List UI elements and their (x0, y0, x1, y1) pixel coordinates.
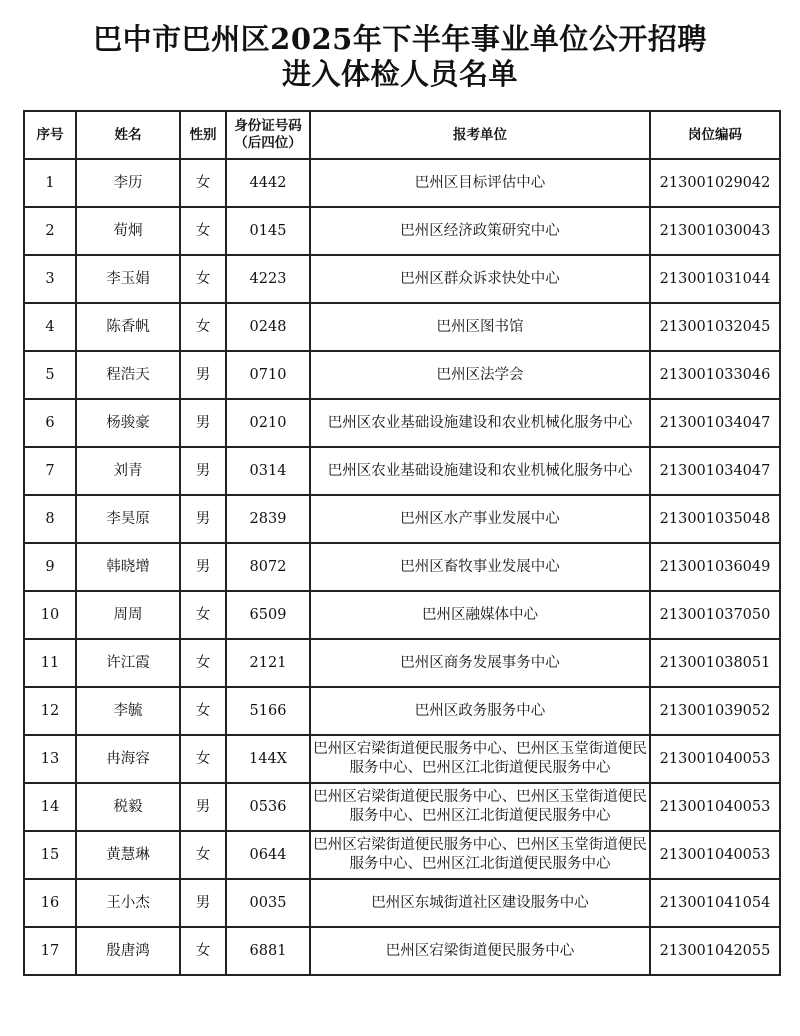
cell-position-code: 213001035048 (650, 495, 780, 543)
cell-unit: 巴州区宕梁街道便民服务中心 (310, 927, 650, 975)
cell-unit: 巴州区目标评估中心 (310, 159, 650, 207)
cell-gender: 女 (180, 927, 226, 975)
cell-gender: 女 (180, 255, 226, 303)
cell-unit: 巴州区宕梁街道便民服务中心、巴州区玉堂街道便民服务中心、巴州区江北街道便民服务中心 (310, 735, 650, 783)
cell-gender: 男 (180, 495, 226, 543)
cell-seq: 4 (24, 303, 76, 351)
cell-position-code: 213001030043 (650, 207, 780, 255)
cell-id-last4: 2121 (226, 639, 310, 687)
cell-unit: 巴州区商务发展事务中心 (310, 639, 650, 687)
table-row (24, 399, 780, 447)
table-row (24, 495, 780, 543)
roster-table (23, 110, 781, 976)
cell-position-code: 213001039052 (650, 687, 780, 735)
cell-name: 程浩天 (76, 351, 180, 399)
cell-position-code: 213001040053 (650, 783, 780, 831)
table-row (24, 351, 780, 399)
cell-unit: 巴州区图书馆 (310, 303, 650, 351)
cell-unit: 巴州区农业基础设施建设和农业机械化服务中心 (310, 399, 650, 447)
cell-position-code: 213001036049 (650, 543, 780, 591)
table-header-row (24, 111, 780, 159)
cell-seq: 2 (24, 207, 76, 255)
cell-gender: 女 (180, 831, 226, 879)
table-row (24, 543, 780, 591)
cell-gender: 男 (180, 543, 226, 591)
cell-seq: 17 (24, 927, 76, 975)
cell-id-last4: 8072 (226, 543, 310, 591)
cell-name: 荀炯 (76, 207, 180, 255)
header-code: 岗位编码 (650, 111, 780, 159)
table-row (24, 447, 780, 495)
cell-unit: 巴州区农业基础设施建设和农业机械化服务中心 (310, 447, 650, 495)
cell-position-code: 213001042055 (650, 927, 780, 975)
header-id-line2: （后四位） (234, 135, 302, 151)
table-row (24, 159, 780, 207)
cell-seq: 13 (24, 735, 76, 783)
cell-seq: 6 (24, 399, 76, 447)
document-title-line1: 巴中市巴州区2025年下半年事业单位公开招聘 (93, 22, 707, 56)
table-row (24, 255, 780, 303)
cell-unit: 巴州区群众诉求快处中心 (310, 255, 650, 303)
cell-id-last4: 6509 (226, 591, 310, 639)
table-row (24, 735, 780, 783)
header-name: 姓名 (76, 111, 180, 159)
cell-seq: 10 (24, 591, 76, 639)
cell-gender: 男 (180, 351, 226, 399)
table-row (24, 687, 780, 735)
cell-seq: 3 (24, 255, 76, 303)
cell-id-last4: 6881 (226, 927, 310, 975)
cell-seq: 11 (24, 639, 76, 687)
cell-position-code: 213001032045 (650, 303, 780, 351)
table-row (24, 207, 780, 255)
table-row (24, 783, 780, 831)
cell-gender: 男 (180, 879, 226, 927)
cell-gender: 女 (180, 591, 226, 639)
cell-seq: 14 (24, 783, 76, 831)
cell-position-code: 213001041054 (650, 879, 780, 927)
cell-seq: 8 (24, 495, 76, 543)
cell-unit: 巴州区法学会 (310, 351, 650, 399)
cell-id-last4: 2839 (226, 495, 310, 543)
header-seq: 序号 (24, 111, 76, 159)
table-row (24, 879, 780, 927)
cell-seq: 9 (24, 543, 76, 591)
cell-name: 陈香帆 (76, 303, 180, 351)
table-body (24, 159, 780, 975)
cell-gender: 男 (180, 447, 226, 495)
cell-gender: 女 (180, 639, 226, 687)
cell-unit: 巴州区水产事业发展中心 (310, 495, 650, 543)
cell-id-last4: 0644 (226, 831, 310, 879)
cell-id-last4: 4442 (226, 159, 310, 207)
cell-gender: 女 (180, 735, 226, 783)
cell-position-code: 213001034047 (650, 399, 780, 447)
cell-unit: 巴州区宕梁街道便民服务中心、巴州区玉堂街道便民服务中心、巴州区江北街道便民服务中心 (310, 783, 650, 831)
table-row (24, 591, 780, 639)
cell-name: 殷唐鸿 (76, 927, 180, 975)
cell-position-code: 213001029042 (650, 159, 780, 207)
cell-position-code: 213001038051 (650, 639, 780, 687)
cell-id-last4: 144X (226, 735, 310, 783)
cell-unit: 巴州区经济政策研究中心 (310, 207, 650, 255)
cell-name: 李历 (76, 159, 180, 207)
cell-seq: 12 (24, 687, 76, 735)
cell-name: 刘青 (76, 447, 180, 495)
cell-id-last4: 0710 (226, 351, 310, 399)
cell-name: 黄慧琳 (76, 831, 180, 879)
cell-gender: 男 (180, 399, 226, 447)
document-title-line2: 进入体检人员名单 (281, 57, 518, 91)
cell-unit: 巴州区政务服务中心 (310, 687, 650, 735)
cell-seq: 7 (24, 447, 76, 495)
cell-gender: 女 (180, 687, 226, 735)
cell-name: 杨骏豪 (76, 399, 180, 447)
cell-position-code: 213001040053 (650, 735, 780, 783)
cell-seq: 15 (24, 831, 76, 879)
cell-gender: 女 (180, 303, 226, 351)
cell-id-last4: 0314 (226, 447, 310, 495)
cell-id-last4: 5166 (226, 687, 310, 735)
cell-name: 李昊原 (76, 495, 180, 543)
cell-gender: 男 (180, 783, 226, 831)
cell-gender: 女 (180, 159, 226, 207)
header-unit: 报考单位 (310, 111, 650, 159)
cell-position-code: 213001031044 (650, 255, 780, 303)
table-row (24, 927, 780, 975)
cell-id-last4: 0035 (226, 879, 310, 927)
cell-seq: 5 (24, 351, 76, 399)
cell-unit: 巴州区宕梁街道便民服务中心、巴州区玉堂街道便民服务中心、巴州区江北街道便民服务中心 (310, 831, 650, 879)
header-id-line1: 身份证号码 (234, 118, 302, 134)
cell-name: 周周 (76, 591, 180, 639)
cell-id-last4: 4223 (226, 255, 310, 303)
cell-id-last4: 0145 (226, 207, 310, 255)
cell-unit: 巴州区畜牧事业发展中心 (310, 543, 650, 591)
cell-name: 税毅 (76, 783, 180, 831)
cell-position-code: 213001040053 (650, 831, 780, 879)
cell-unit: 巴州区融媒体中心 (310, 591, 650, 639)
cell-gender: 女 (180, 207, 226, 255)
header-gender: 性别 (180, 111, 226, 159)
cell-seq: 16 (24, 879, 76, 927)
cell-name: 许江霞 (76, 639, 180, 687)
cell-unit: 巴州区东城街道社区建设服务中心 (310, 879, 650, 927)
cell-name: 韩晓增 (76, 543, 180, 591)
cell-id-last4: 0210 (226, 399, 310, 447)
header-id (226, 111, 310, 159)
cell-position-code: 213001037050 (650, 591, 780, 639)
cell-position-code: 213001033046 (650, 351, 780, 399)
cell-position-code: 213001034047 (650, 447, 780, 495)
cell-id-last4: 0248 (226, 303, 310, 351)
cell-name: 冉海容 (76, 735, 180, 783)
cell-name: 王小杰 (76, 879, 180, 927)
cell-name: 李毓 (76, 687, 180, 735)
cell-id-last4: 0536 (226, 783, 310, 831)
cell-seq: 1 (24, 159, 76, 207)
cell-name: 李玉娟 (76, 255, 180, 303)
table-row (24, 303, 780, 351)
table-row (24, 639, 780, 687)
table-row (24, 831, 780, 879)
